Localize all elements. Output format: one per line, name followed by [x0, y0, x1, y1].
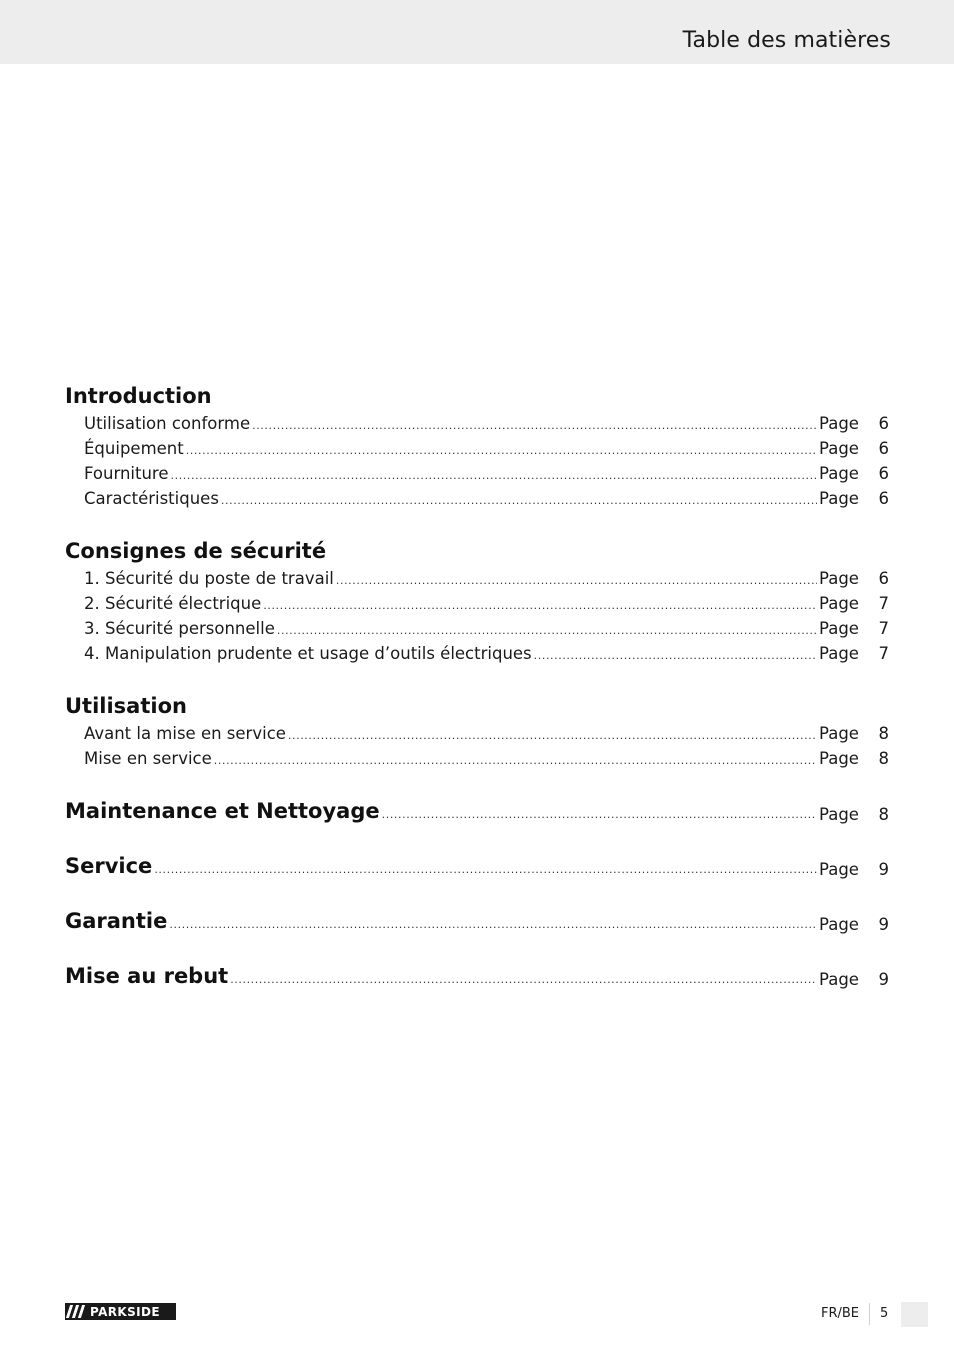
toc-entry-page: 6 [878, 439, 889, 458]
toc-entry-page: 7 [878, 594, 889, 613]
section-title: Service [65, 854, 153, 878]
toc-entry-label: 1. Sécurité du poste de travail [84, 569, 334, 588]
page-word: Page [819, 569, 859, 588]
dot-leader [221, 494, 817, 507]
dot-leader [186, 444, 817, 457]
dot-leader [534, 649, 817, 662]
toc-entry-label: 4. Manipulation prudente et usage d’outils électriques [84, 644, 532, 663]
dot-leader [171, 469, 818, 482]
toc-entry-page: 6 [878, 489, 889, 508]
toc-entry-label: Fourniture [84, 464, 169, 483]
footer-locale: FR/BE [821, 1306, 860, 1321]
page-word: Page [819, 805, 859, 824]
toc-entry-page: 8 [878, 724, 889, 743]
page-word: Page [819, 860, 859, 879]
toc-entry-label: Mise en service [84, 749, 212, 768]
toc-entry-label: 2. Sécurité électrique [84, 594, 262, 613]
toc-entry[interactable] [84, 749, 889, 774]
section-title: Utilisation [65, 694, 187, 718]
section-title: Consignes de sécurité [65, 539, 327, 563]
page-title: Table des matières [682, 28, 891, 53]
toc-section-page: 8 [878, 805, 889, 824]
toc-entry-page: 7 [878, 644, 889, 663]
footer-tab-box [901, 1302, 928, 1327]
toc-entry[interactable] [84, 439, 889, 464]
toc-entry[interactable] [84, 724, 889, 749]
dot-leader [154, 863, 817, 876]
toc-entry-page: 6 [878, 569, 889, 588]
toc-section-heading [65, 964, 889, 994]
toc-section-heading [65, 854, 889, 884]
section-title: Maintenance et Nettoyage [65, 799, 380, 823]
dot-leader [288, 729, 817, 742]
toc-entry-label: Avant la mise en service [84, 724, 286, 743]
dot-leader [277, 624, 817, 637]
toc-entry-label: 3. Sécurité personnelle [84, 619, 275, 638]
toc-section-heading [65, 384, 889, 414]
footer-page-number: 5 [880, 1306, 889, 1321]
page-word: Page [819, 619, 859, 638]
section-title: Introduction [65, 384, 212, 408]
toc-section-service[interactable] [65, 854, 889, 884]
logo-text: PARKSIDE [90, 1304, 160, 1319]
page-word: Page [819, 439, 859, 458]
toc-section-page: 9 [878, 970, 889, 989]
page-word: Page [819, 644, 859, 663]
toc-entry[interactable] [84, 644, 889, 669]
toc-section-introduction [65, 384, 889, 514]
toc-entry[interactable] [84, 464, 889, 489]
toc-entry-label: Utilisation conforme [84, 414, 251, 433]
page-word: Page [819, 464, 859, 483]
page-word: Page [819, 414, 859, 433]
page-word: Page [819, 724, 859, 743]
dot-leader [252, 419, 817, 432]
toc-section-maintenance[interactable] [65, 799, 889, 829]
toc-section-utilisation [65, 694, 889, 774]
dot-leader [263, 599, 817, 612]
parkside-logo [65, 1303, 176, 1320]
toc-entry-page: 8 [878, 749, 889, 768]
page-word: Page [819, 749, 859, 768]
page-word: Page [819, 970, 859, 989]
logo-stripes-icon [68, 1305, 86, 1318]
toc-section-page: 9 [878, 860, 889, 879]
toc-entry-page: 6 [878, 414, 889, 433]
toc-section-mise-au-rebut[interactable] [65, 964, 889, 994]
dot-leader [214, 754, 817, 767]
section-title: Mise au rebut [65, 964, 229, 988]
toc-section-heading [65, 799, 889, 829]
toc-section-page: 9 [878, 915, 889, 934]
page-word: Page [819, 915, 859, 934]
toc-entry[interactable] [84, 489, 889, 514]
toc-entry[interactable] [84, 414, 889, 439]
toc-section-heading [65, 694, 889, 724]
toc-entry-page: 7 [878, 619, 889, 638]
toc-entry-label: Caractéristiques [84, 489, 219, 508]
toc-entry[interactable] [84, 619, 889, 644]
dot-leader [336, 574, 817, 587]
footer-divider [869, 1303, 870, 1325]
page-word: Page [819, 594, 859, 613]
dot-leader [230, 973, 817, 986]
toc-section-heading [65, 539, 889, 569]
toc-section-heading [65, 909, 889, 939]
toc-entry-label: Équipement [84, 439, 184, 458]
section-title: Garantie [65, 909, 168, 933]
dot-leader [382, 808, 817, 821]
toc-entry[interactable] [84, 569, 889, 594]
toc-entry-page: 6 [878, 464, 889, 483]
toc-section-consignes-de-securite [65, 539, 889, 669]
toc-section-garantie[interactable] [65, 909, 889, 939]
dot-leader [169, 918, 817, 931]
table-of-contents [65, 384, 889, 994]
page-word: Page [819, 489, 859, 508]
toc-entry[interactable] [84, 594, 889, 619]
